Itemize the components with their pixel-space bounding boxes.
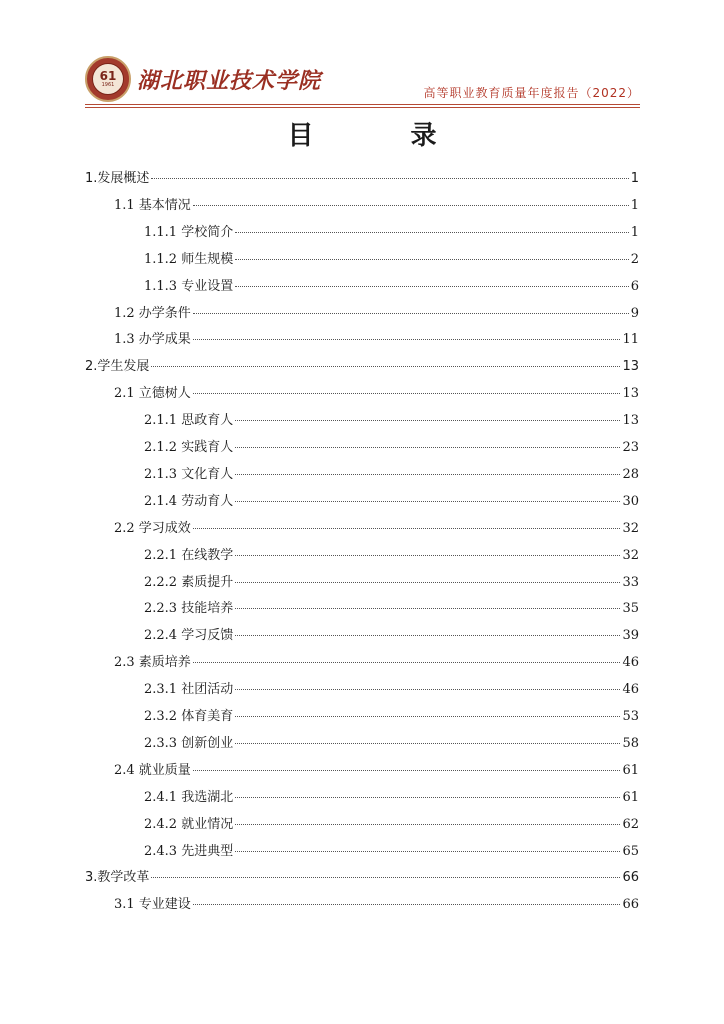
- toc-dot-leader: [193, 903, 621, 905]
- toc-page-number: 53: [622, 709, 639, 724]
- toc-dot-leader: [193, 312, 629, 314]
- toc-dot-leader: [235, 742, 620, 744]
- toc-entry-label: 2.4.3 先进典型: [144, 843, 234, 859]
- toc-entry-label: 1.发展概述: [85, 171, 150, 186]
- toc-entry-label: 2.1.1 思政育人: [144, 413, 234, 429]
- toc-page-number: 9: [630, 305, 639, 321]
- toc-entry-label: 3.教学改革: [85, 870, 150, 886]
- toc-entry-label: 2.2.1 在线教学: [144, 547, 234, 563]
- toc-entry-level2[interactable]: [114, 651, 639, 671]
- toc-dot-leader: [193, 527, 621, 529]
- toc-dot-leader: [235, 581, 620, 583]
- toc-entry-level2[interactable]: [114, 517, 639, 537]
- toc-page-number: 61: [622, 762, 639, 778]
- toc-page-number: 46: [622, 655, 639, 671]
- toc-page-number: 1: [630, 197, 639, 213]
- toc-entry-level3[interactable]: [144, 221, 639, 241]
- report-title: 高等职业教育质量年度报告（2022）: [423, 86, 640, 100]
- toc-entry-level2[interactable]: [114, 328, 639, 348]
- toc-dot-leader: [235, 715, 620, 717]
- toc-entry-level3[interactable]: [144, 490, 639, 510]
- college-name-logotype: 湖北职业技术学院: [137, 68, 322, 94]
- page-header: [85, 56, 640, 106]
- toc-page-number: 32: [622, 520, 639, 536]
- toc-dot-leader: [235, 258, 629, 260]
- seal-year: 1961: [101, 82, 115, 88]
- toc-page-number: 58: [622, 735, 639, 751]
- header-rule-thin: [85, 107, 640, 108]
- toc-entry-level3[interactable]: [144, 463, 639, 483]
- toc-entry-label: 1.1.1 学校简介: [144, 224, 234, 240]
- toc-dot-leader: [151, 365, 620, 367]
- toc-entry-label: 2.3.3 创新创业: [144, 735, 234, 751]
- toc-page-number: 1: [630, 171, 639, 186]
- toc-entry-level1[interactable]: [85, 167, 639, 187]
- toc-entry-level3[interactable]: [144, 275, 639, 295]
- toc-entry-label: 2.4 就业质量: [114, 762, 191, 778]
- toc-entry-label: 2.2 学习成效: [114, 520, 191, 536]
- toc-dot-leader: [193, 338, 621, 340]
- toc-entry-label: 2.3 素质培养: [114, 655, 191, 671]
- toc-entry-label: 1.3 办学成果: [114, 332, 191, 348]
- toc-page-number: 28: [622, 466, 639, 482]
- toc-dot-leader: [235, 554, 620, 556]
- toc-entry-label: 2.2.3 技能培养: [144, 601, 234, 617]
- toc-entry-level3[interactable]: [144, 813, 639, 833]
- toc-entry-label: 1.2 办学条件: [114, 305, 191, 321]
- toc-page-number: 33: [622, 574, 639, 590]
- toc-dot-leader: [235, 500, 620, 502]
- toc-page-number: 39: [622, 628, 639, 644]
- toc-dot-leader: [235, 796, 620, 798]
- toc-entry-level1[interactable]: [85, 866, 639, 886]
- toc-dot-leader: [193, 392, 621, 394]
- toc-entry-level3[interactable]: [144, 409, 639, 429]
- toc-page-number: 30: [622, 493, 639, 509]
- toc-dot-leader: [151, 177, 628, 179]
- toc-dot-leader: [235, 850, 620, 852]
- toc-page-number: 23: [622, 440, 639, 455]
- toc-entry-label: 2.2.2 素质提升: [144, 574, 234, 590]
- toc-dot-leader: [235, 473, 620, 475]
- toc-page-number: 13: [622, 386, 639, 402]
- toc-dot-leader: [151, 876, 620, 878]
- toc-entry-level2[interactable]: [114, 194, 639, 214]
- toc-page-number: 46: [622, 682, 639, 698]
- toc-entry-level3[interactable]: [144, 705, 639, 725]
- toc-page-number: 6: [630, 278, 639, 294]
- toc-entry-level3[interactable]: [144, 436, 639, 456]
- toc-page-number: 66: [622, 870, 639, 886]
- toc-page-number: 1: [630, 224, 639, 240]
- toc-entry-level3[interactable]: [144, 571, 639, 591]
- toc-dot-leader: [193, 204, 629, 206]
- toc-page-number: 35: [622, 601, 639, 617]
- toc-dot-leader: [235, 688, 620, 690]
- toc-dot-leader: [235, 419, 620, 421]
- toc-entry-level1[interactable]: [85, 355, 639, 375]
- toc-entry-level3[interactable]: [144, 732, 639, 752]
- toc-entry-level2[interactable]: [114, 759, 639, 779]
- toc-dot-leader: [235, 446, 620, 448]
- toc-entry-label: 1.1 基本情况: [114, 197, 191, 213]
- toc-entry-label: 1.1.3 专业设置: [144, 278, 234, 294]
- toc-entry-level2[interactable]: [114, 382, 639, 402]
- toc-page-number: 13: [622, 413, 639, 429]
- toc-page-number: 65: [622, 843, 639, 859]
- toc-dot-leader: [235, 607, 620, 609]
- toc-entry-label: 2.3.1 社团活动: [144, 682, 234, 698]
- toc-page-number: 2: [630, 251, 639, 267]
- toc-page-number: 11: [622, 332, 639, 348]
- toc-entry-label: 2.1.3 文化育人: [144, 466, 234, 482]
- header-rule: [85, 104, 640, 105]
- toc-entry-level2[interactable]: [114, 893, 639, 913]
- toc-page-number: 32: [622, 547, 639, 563]
- toc-page-number: 61: [622, 789, 639, 805]
- toc-title: 目 录: [287, 121, 481, 151]
- toc-entry-label: 3.1 专业建设: [114, 897, 191, 913]
- toc-entry-label: 2.学生发展: [85, 359, 150, 375]
- toc-entry-label: 2.1.4 劳动育人: [144, 493, 234, 509]
- toc-entry-label: 2.4.2 就业情况: [144, 816, 234, 832]
- seal-mark: 61: [99, 69, 117, 83]
- toc-entry-label: 1.1.2 师生规模: [144, 251, 234, 267]
- toc-page-number: 13: [622, 359, 639, 375]
- toc-entry-level3[interactable]: [144, 597, 639, 617]
- college-seal-logo: [85, 56, 131, 102]
- toc-dot-leader: [235, 823, 620, 825]
- toc-entry-level3[interactable]: [144, 786, 639, 806]
- toc-entry-label: 2.1 立德树人: [114, 386, 191, 402]
- toc-entry-level3[interactable]: [144, 840, 639, 860]
- toc-dot-leader: [193, 769, 621, 771]
- toc-dot-leader: [193, 661, 621, 663]
- toc-page-number: 66: [622, 897, 639, 913]
- toc-entry-label: 2.1.2 实践育人: [144, 440, 234, 455]
- toc-entry-label: 2.4.1 我选湖北: [144, 789, 234, 805]
- toc-entry-label: 2.3.2 体育美育: [144, 709, 234, 724]
- toc-entry-level3[interactable]: [144, 624, 639, 644]
- toc-dot-leader: [235, 231, 629, 233]
- toc-dot-leader: [235, 634, 620, 636]
- toc-entry-label: 2.2.4 学习反馈: [144, 628, 234, 644]
- toc-entry-level3[interactable]: [144, 678, 639, 698]
- toc-entry-level2[interactable]: [114, 302, 639, 322]
- toc-entry-level3[interactable]: [144, 544, 639, 564]
- toc-entry-level3[interactable]: [144, 248, 639, 268]
- toc-page-number: 62: [622, 816, 639, 832]
- toc-dot-leader: [235, 285, 629, 287]
